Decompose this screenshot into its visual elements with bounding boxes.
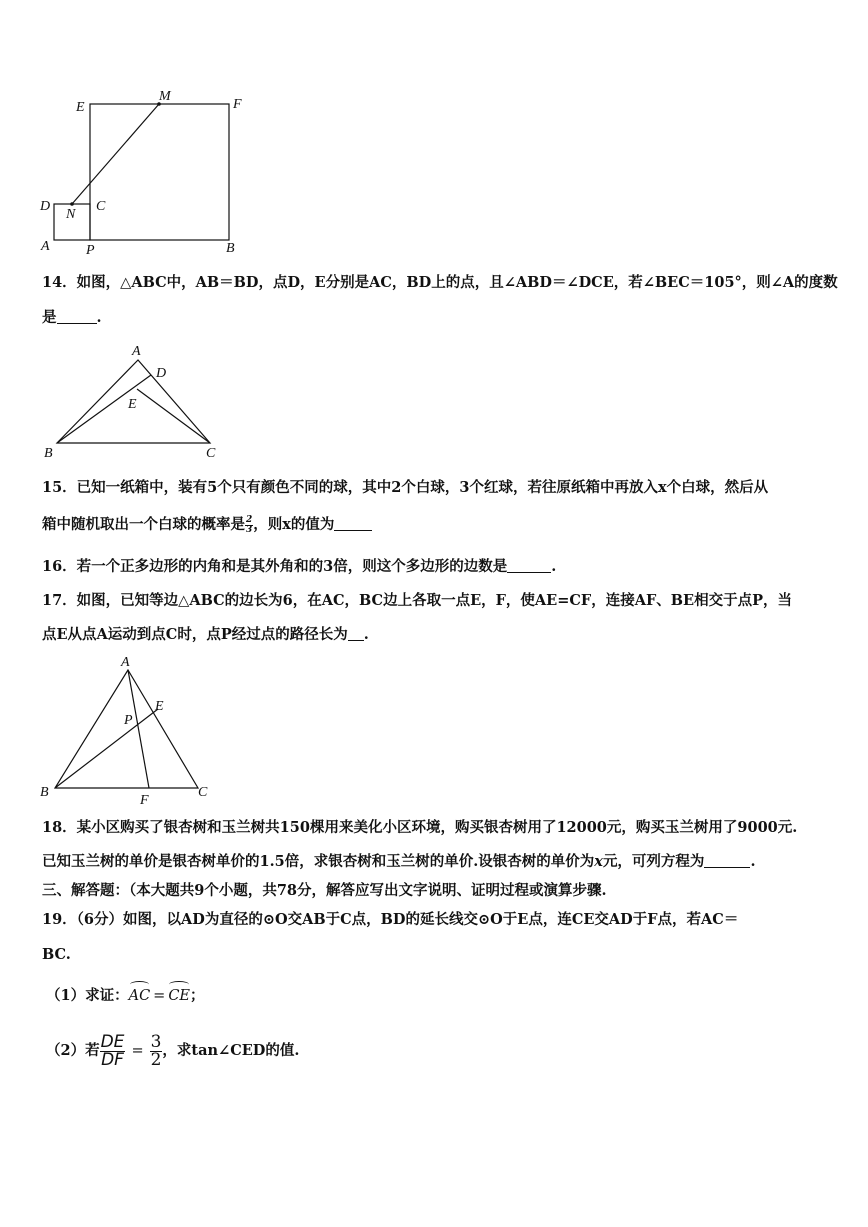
question-15-line1: 15．已知一纸箱中，装有5个只有颜色不同的球，其中2个白球，3个红球，若往原纸箱中再放入x个白球，然后从	[42, 479, 769, 496]
rectangle-pbfe	[90, 104, 229, 240]
question-15-line2-suffix: ，则x的值为	[253, 516, 335, 533]
arc-ce: CE	[168, 984, 190, 1006]
question-17-line2	[42, 625, 838, 645]
segment-ce	[137, 389, 210, 443]
answer-blank-14	[57, 309, 97, 324]
label-b: B	[226, 241, 235, 256]
question-18-line2-suffix: 元，可列方程为	[602, 853, 705, 870]
label-a: A	[41, 239, 50, 254]
figure-q14	[40, 340, 230, 465]
answer-blank-18	[704, 853, 750, 868]
label-c: C	[198, 785, 208, 800]
label-p: P	[86, 243, 95, 258]
label-e: E	[128, 397, 137, 412]
figure-q17	[38, 654, 228, 809]
question-17-line2-text: 点E从点A运动到点C时，点P经过点的路径长为	[42, 626, 348, 643]
segment-mn	[72, 104, 159, 204]
label-b: B	[44, 446, 53, 461]
fraction-numerator: 3	[150, 1031, 162, 1052]
part1-prefix: （1）求证：	[46, 987, 129, 1004]
fraction-numerator: 2	[246, 514, 253, 525]
label-m: M	[159, 89, 171, 104]
part2-prefix: （2）若	[46, 1042, 100, 1059]
part1-end: ；	[190, 987, 205, 1004]
segment-bd	[57, 375, 151, 443]
question-16	[42, 557, 838, 577]
question-15-line2	[42, 515, 838, 535]
question-19-line2: BC.	[42, 946, 71, 963]
label-b: B	[40, 785, 49, 800]
question-18-line2-prefix: 已知玉兰树的单价是银杏树单价的1.5倍，求银杏树和玉兰树的单价.设银杏树的单价为	[42, 853, 595, 870]
question-14-line2-text: 是	[42, 309, 57, 326]
question-16-text: 16．若一个正多边形的内角和是其外角和的3倍，则这个多边形的边数是	[42, 558, 508, 575]
section-3-heading: 三、解答题：（本大题共9个小题，共78分，解答应写出文字说明、证明过程或演算步骤.	[42, 882, 607, 899]
triangle-abc	[55, 670, 198, 788]
question-14-line2	[42, 308, 838, 328]
fraction-denominator: 2	[150, 1049, 162, 1070]
question-15-line2-prefix: 箱中随机取出一个白球的概率是	[42, 516, 245, 533]
label-a: A	[132, 344, 141, 359]
part2-suffix: ，求tan∠CED的值.	[162, 1042, 300, 1059]
fraction-numerator: DE	[100, 1031, 125, 1052]
label-c: C	[96, 199, 106, 214]
question-19-part1	[46, 984, 838, 1006]
answer-blank-17	[348, 626, 364, 641]
figure-q17-svg	[38, 654, 228, 809]
figure-q13-svg	[36, 86, 256, 261]
label-e: E	[155, 699, 164, 714]
label-c: C	[206, 446, 216, 461]
label-a: A	[121, 655, 130, 670]
figure-q14-svg	[40, 340, 230, 465]
question-14-end: .	[96, 309, 102, 326]
fraction-de-over-df	[100, 1031, 126, 1070]
label-p: P	[124, 713, 133, 728]
question-14-line1: 14．如图，△ABC中，AB＝BD，点D，E分别是AC，BD上的点，且∠ABD＝∠DCE，若∠BEC＝105°，则∠A的度数	[42, 274, 838, 291]
fraction-denominator: DF	[101, 1049, 124, 1070]
part2-equals: =	[131, 1043, 144, 1059]
label-e: E	[76, 100, 85, 115]
figure-q13	[36, 86, 256, 261]
fraction-denominator: 3	[246, 524, 253, 535]
question-18-line1: 18．某小区购买了银杏树和玉兰树共150棵用来美化小区环境，购买银杏树用了12000元，购买玉兰树用了9000元.	[42, 819, 798, 836]
label-n: N	[66, 207, 76, 222]
fraction-3-over-2	[150, 1031, 163, 1070]
label-d: D	[156, 366, 167, 381]
part1-equals: =	[153, 988, 166, 1004]
question-16-end: .	[551, 558, 557, 575]
label-d: D	[40, 199, 51, 214]
answer-blank-15	[334, 516, 372, 531]
question-19-line1: 19．（6分）如图，以AD为直径的⊙O交AB于C点，BD的延长线交⊙O于E点，连CE交AD于F点，若AC＝	[42, 911, 739, 928]
arc-ac: AC	[129, 984, 151, 1006]
question-17-line1: 17．如图，已知等边△ABC的边长为6，在AC，BC边上各取一点E，F，使AE=CF，连接AF、BE相交于点P，当	[42, 592, 792, 609]
answer-blank-16	[507, 558, 551, 573]
variable-x: x	[594, 853, 603, 870]
question-19-part2	[46, 1029, 838, 1073]
label-f: F	[233, 97, 242, 112]
question-17-end: .	[363, 626, 369, 643]
question-18-end: .	[750, 853, 756, 870]
question-18-line2	[42, 852, 838, 872]
label-f: F	[140, 793, 149, 808]
